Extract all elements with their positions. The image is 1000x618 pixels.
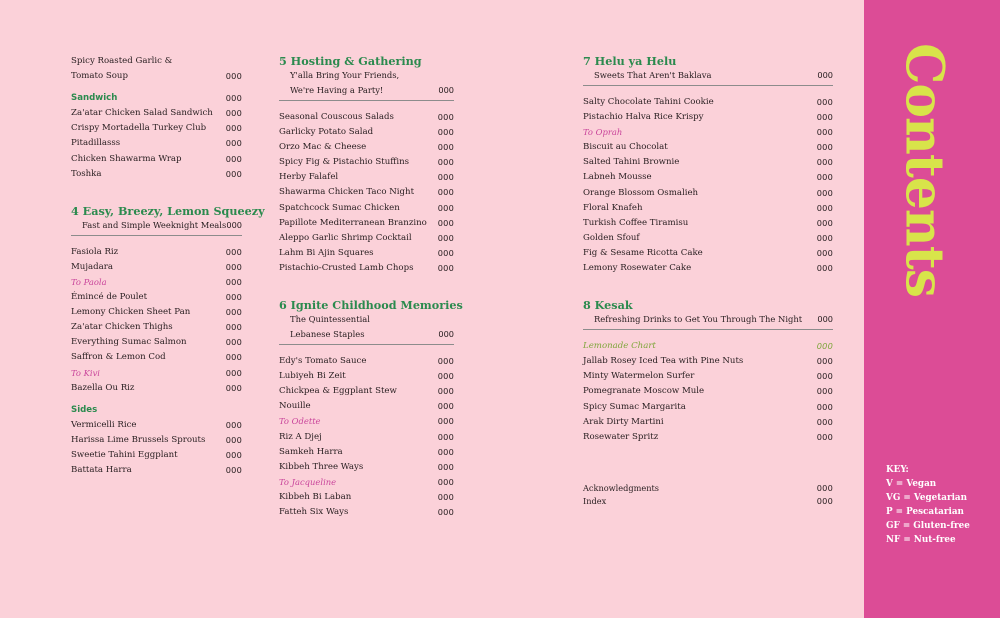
entry-page: 000	[225, 246, 242, 257]
entry-title: Chickpea & Eggplant Stew	[279, 386, 397, 397]
toc-entry[interactable]	[279, 201, 454, 216]
entry-title: Lemony Rosewater Cake	[583, 263, 692, 274]
entry-page: 000	[816, 496, 833, 507]
entry-title: Lemony Chicken Sheet Pan	[71, 307, 191, 318]
entry-page: 000	[225, 449, 242, 460]
toc-entry[interactable]	[279, 490, 454, 505]
entry-title: Pitadillasss	[71, 138, 121, 149]
entry-page: 000	[225, 153, 242, 164]
toc-entry[interactable]	[279, 216, 454, 231]
entry-title: Pomegranate Moscow Mule	[583, 386, 705, 397]
chapter-8-list	[583, 354, 833, 445]
section-page: 000	[225, 93, 242, 104]
toc-note-lemonade-chart[interactable]	[583, 339, 833, 354]
toc-entry[interactable]	[279, 185, 454, 200]
toc-entry[interactable]	[71, 290, 242, 305]
entry-page: 000	[225, 108, 242, 119]
toc-entry[interactable]	[71, 167, 242, 182]
entry-title: To Odette	[279, 416, 321, 427]
toc-dedication[interactable]	[71, 275, 242, 290]
toc-column-2	[279, 54, 463, 520]
entry-title: Vermicelli Rice	[71, 419, 137, 430]
toc-entry[interactable]	[71, 448, 242, 463]
sides-list	[71, 418, 242, 478]
entry-title: Fig & Sesame Ricotta Cake	[583, 247, 703, 258]
entry-page: 000	[816, 356, 833, 367]
chapter-7-title[interactable]: 7 Helu ya Helu	[583, 54, 677, 68]
chapter-7-list	[583, 95, 833, 276]
toc-entry[interactable]	[583, 201, 833, 216]
toc-entry[interactable]	[71, 305, 242, 320]
entry-title: Index	[583, 496, 607, 507]
entry-page: 000	[437, 217, 454, 228]
entry-title: Toshka	[71, 168, 102, 179]
entry-page: 000	[225, 367, 242, 378]
toc-entry[interactable]	[279, 261, 454, 276]
entry-page: 000	[437, 172, 454, 183]
toc-entry[interactable]	[279, 140, 454, 155]
entry-page: 000	[437, 356, 454, 367]
key-list	[886, 477, 970, 547]
toc-entry[interactable]	[583, 155, 833, 170]
entry-title: Rosewater Spritz	[583, 431, 659, 442]
entry-title: Spatchcock Sumac Chicken	[279, 202, 400, 213]
toc-entry[interactable]	[71, 433, 242, 448]
toc-entry[interactable]	[71, 245, 242, 260]
toc-entry[interactable]	[71, 463, 242, 478]
toc-dedication[interactable]	[71, 366, 242, 381]
chapter-page: 000	[817, 314, 833, 325]
toc-entry[interactable]	[583, 261, 833, 276]
toc-entry[interactable]	[279, 110, 454, 125]
entry-title: To Oprah	[583, 127, 623, 138]
entry-page: 000	[816, 127, 833, 138]
entry-title: Labneh Mousse	[583, 172, 652, 183]
chapter-4-title[interactable]: 4 Easy, Breezy, Lemon Squeezy	[71, 203, 265, 218]
toc-entry[interactable]	[279, 246, 454, 261]
entry-page: 000	[437, 232, 454, 243]
chapter-6-title[interactable]: 6 Ignite Childhood Memories	[279, 298, 463, 313]
entry-title: Turkish Coffee Tiramisu	[583, 217, 689, 228]
entry-page: 000	[437, 401, 454, 412]
toc-entry[interactable]	[279, 125, 454, 140]
entry-page: 000	[437, 446, 454, 457]
entry-title: Riz A Djej	[279, 431, 322, 442]
entry-page: 000	[437, 127, 454, 138]
entry-title: Za'atar Chicken Salad Sandwich	[71, 108, 213, 119]
toc-entry[interactable]	[279, 460, 454, 475]
toc-entry[interactable]	[583, 95, 833, 110]
entry-title: Émincé de Poulet	[71, 292, 148, 303]
entry-page: 000	[437, 416, 454, 427]
entry-page: 000	[225, 419, 242, 430]
entry-page: 000	[437, 506, 454, 517]
toc-entry[interactable]	[279, 505, 454, 520]
entry-page: 000	[816, 97, 833, 107]
entry-page: 000	[816, 112, 833, 123]
entry-title: Mujadara	[71, 261, 113, 272]
toc-entry[interactable]	[279, 384, 454, 399]
entry-page: 000	[816, 371, 833, 382]
entry-page: 000	[437, 247, 454, 258]
entry-page: 000	[816, 202, 833, 213]
key-item: GF = Gluten-free	[886, 521, 970, 531]
chapter-page: 000	[817, 70, 833, 80]
entry-page: 000	[816, 187, 833, 198]
entry-title: Aleppo Garlic Shrimp Cocktail	[279, 232, 412, 243]
toc-entry[interactable]	[583, 140, 833, 155]
entry-page: 000	[437, 157, 454, 168]
entry-page: 000	[225, 261, 242, 272]
entry-page: 000	[816, 217, 833, 228]
entry-title: Harissa Lime Brussels Sprouts	[71, 434, 206, 445]
entry-page: 000	[437, 386, 454, 397]
key-item: NF = Nut-free	[886, 535, 956, 545]
entry-title: Salty Chocolate Tahini Cookie	[583, 97, 714, 107]
section-label: Sides	[71, 404, 98, 415]
section-sandwich	[71, 91, 242, 106]
chapter-5-list	[279, 110, 454, 276]
entry-page: 000	[816, 416, 833, 427]
entry-title: Samkeh Harra	[279, 446, 343, 457]
entry-title: Nouille	[279, 401, 311, 412]
entry-page: 000	[816, 431, 833, 442]
entry-page: 000	[816, 263, 833, 274]
entry-title: Shawarma Chicken Taco Night	[279, 187, 415, 198]
entry-page: 000	[816, 172, 833, 183]
entry-title: Sweetie Tahini Eggplant	[71, 449, 178, 460]
entry-title: Arak Dirty Martini	[583, 416, 664, 427]
entry-title: Everything Sumac Salmon	[71, 337, 187, 348]
entry-page: 000	[816, 386, 833, 397]
entry-title: Minty Watermelon Surfer	[583, 371, 695, 382]
toc-entry[interactable]	[71, 121, 242, 136]
toc-column-3	[583, 54, 833, 509]
entry-title: To Kivi	[71, 367, 100, 378]
chapter-4-subtitle-row	[71, 218, 242, 236]
entry-title: Golden Sfouf	[583, 232, 640, 243]
chapter-6-subtitle-row	[279, 312, 454, 345]
toc-entry[interactable]	[583, 354, 833, 369]
section-sides	[71, 403, 242, 418]
entry-page: 000	[816, 232, 833, 243]
entry-page: 000	[225, 352, 242, 363]
entry-page: 000	[437, 431, 454, 442]
entry-title: Papillote Mediterranean Branzino	[279, 217, 427, 228]
toc-entry[interactable]	[279, 445, 454, 460]
toc-entry[interactable]	[71, 350, 242, 365]
entry-page: 000	[225, 307, 242, 318]
key-item: VG = Vegetarian	[886, 493, 968, 503]
chapter-subtitle: The Quintessential Lebanese Staples	[290, 314, 370, 340]
toc-entry[interactable]	[583, 170, 833, 185]
entry-page: 000	[437, 202, 454, 213]
toc-dedication[interactable]	[583, 125, 833, 140]
key-item: P = Pescatarian	[886, 507, 964, 517]
chapter-subtitle: Y'alla Bring Your Friends, We're Having a Party!	[290, 70, 400, 95]
entry-page: 000	[225, 71, 242, 82]
toc-entry[interactable]	[583, 369, 833, 384]
toc-entry[interactable]	[583, 430, 833, 445]
toc-entry[interactable]	[583, 482, 833, 496]
entry-page: 000	[816, 341, 833, 352]
toc-entry[interactable]	[71, 418, 242, 433]
entry-page: 000	[225, 168, 242, 179]
entry-title: Lemonade Chart	[583, 341, 656, 352]
toc-entry[interactable]	[583, 384, 833, 399]
entry-title: Edy's Tomato Sauce	[279, 356, 367, 367]
toc-entry[interactable]	[71, 152, 242, 167]
entry-title: Orzo Mac & Cheese	[279, 142, 367, 153]
entry-page: 000	[816, 157, 833, 168]
entry-title: Pistachio-Crusted Lamb Chops	[279, 262, 414, 273]
entry-title: Fasiola Riz	[71, 246, 119, 257]
chapter-8-subtitle-row	[583, 312, 833, 330]
entry-title: Salted Tahini Brownie	[583, 157, 680, 168]
toc-entry[interactable]	[583, 415, 833, 430]
entry-title: Jallab Rosey Iced Tea with Pine Nuts	[583, 356, 744, 367]
entry-title: Kibbeh Three Ways	[279, 461, 364, 472]
entry-page: 000	[225, 292, 242, 303]
entry-title: Crispy Mortadella Turkey Club	[71, 123, 207, 134]
sandwich-list	[71, 106, 242, 181]
entry-page: 000	[437, 371, 454, 382]
entry-title: Herby Falafel	[279, 172, 339, 183]
section-label: Sandwich	[71, 93, 118, 104]
chapter-6-list	[279, 354, 454, 520]
entry-title: Battata Harra	[71, 465, 132, 476]
entry-page: 000	[225, 123, 242, 134]
entry-page: 000	[437, 112, 454, 122]
entry-title: Orange Blossom Osmalieh	[583, 187, 699, 198]
entry-title: To Jacqueline	[279, 476, 337, 487]
chapter-5-title[interactable]: 5 Hosting & Gathering	[279, 54, 422, 68]
entry-page: 000	[225, 138, 242, 149]
chapter-subtitle: Sweets That Aren't Baklava	[594, 70, 712, 80]
chapter-page: 000	[438, 85, 454, 95]
chapter-8-title[interactable]: 8 Kesak	[583, 298, 633, 313]
entry-title: Spicy Fig & Pistachio Stuffins	[279, 157, 410, 168]
entry-page: 000	[437, 262, 454, 273]
toc-column-1	[71, 54, 265, 478]
chapter-subtitle: Fast and Simple Weeknight Meals	[82, 219, 227, 230]
toc-entry[interactable]	[583, 186, 833, 201]
entry-title: Acknowledgments	[583, 482, 659, 493]
chapter-7-subtitle-row	[583, 68, 833, 86]
toc-entry[interactable]	[71, 320, 242, 335]
entry-title: Garlicky Potato Salad	[279, 127, 374, 138]
toc-entry[interactable]	[71, 381, 242, 396]
toc-entry[interactable]	[279, 354, 454, 369]
toc-entry[interactable]	[583, 231, 833, 246]
chapter-4-list	[71, 245, 242, 396]
entry-title: Bazella Ou Riz	[71, 382, 135, 393]
entry-page: 000	[225, 337, 242, 348]
entry-page: 000	[437, 476, 454, 487]
chapter-subtitle: Refreshing Drinks to Get You Through The Night	[594, 314, 803, 325]
contents-title: Contents	[893, 42, 955, 298]
entry-title: Spicy Roasted Garlic & Tomato Soup	[71, 56, 173, 82]
toc-entry[interactable]	[71, 54, 242, 84]
entry-page: 000	[225, 322, 242, 333]
toc-entry[interactable]	[279, 430, 454, 445]
toc-entry[interactable]	[279, 231, 454, 246]
toc-entry[interactable]	[71, 260, 242, 275]
key-item: V = Vegan	[886, 479, 937, 489]
entry-page: 000	[816, 482, 833, 493]
chapter-page: 000	[438, 329, 454, 340]
entry-title: Pistachio Halva Rice Krispy	[583, 112, 704, 123]
entry-page: 000	[816, 401, 833, 412]
toc-entry[interactable]	[583, 216, 833, 231]
entry-title: Saffron & Lemon Cod	[71, 352, 166, 363]
toc-entry[interactable]	[583, 495, 833, 509]
entry-title: Za'atar Chicken Thighs	[71, 322, 173, 333]
entry-title: Spicy Sumac Margarita	[583, 401, 686, 412]
entry-page: 000	[225, 382, 242, 393]
toc-entry[interactable]	[279, 399, 454, 414]
entry-page: 000	[225, 276, 242, 287]
toc-entry[interactable]	[279, 369, 454, 384]
chapter-5-subtitle-row	[279, 68, 454, 101]
key-title: KEY:	[886, 465, 909, 475]
toc-entry[interactable]	[71, 335, 242, 350]
toc-dedication[interactable]	[279, 475, 454, 490]
toc-entry[interactable]	[71, 136, 242, 151]
key-legend	[886, 463, 970, 547]
entry-title: Floral Knafeh	[583, 202, 643, 213]
entry-page: 000	[437, 491, 454, 502]
entry-title: Fatteh Six Ways	[279, 506, 349, 517]
entry-title: Seasonal Couscous Salads	[279, 112, 394, 122]
toc-entry[interactable]	[279, 155, 454, 170]
entry-title: To Paola	[71, 276, 107, 287]
chapter-page: 000	[226, 219, 242, 230]
entry-page: 000	[816, 142, 833, 153]
entry-title: Biscuit au Chocolat	[583, 142, 668, 153]
entry-title: Chicken Shawarma Wrap	[71, 153, 182, 164]
toc-entry[interactable]	[71, 106, 242, 121]
toc-entry[interactable]	[583, 400, 833, 415]
entry-title: Lahm Bi Ajin Squares	[279, 247, 374, 258]
entry-page: 000	[225, 434, 242, 445]
toc-entry[interactable]	[583, 246, 833, 261]
entry-title: Kibbeh Bi Laban	[279, 491, 352, 502]
toc-dedication[interactable]	[279, 414, 454, 429]
entry-title: Lubiyeh Bi Zeit	[279, 371, 346, 382]
entry-page: 000	[437, 187, 454, 198]
entry-page: 000	[437, 461, 454, 472]
entry-page: 000	[225, 465, 242, 476]
toc-entry[interactable]	[583, 110, 833, 125]
toc-entry[interactable]	[279, 170, 454, 185]
entry-page: 000	[816, 247, 833, 258]
entry-page: 000	[437, 142, 454, 153]
back-matter-list	[583, 482, 833, 509]
